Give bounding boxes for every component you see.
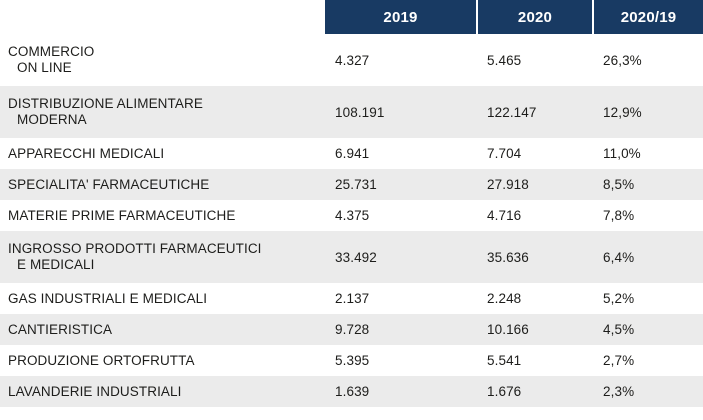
row-label-line2: E MEDICALI <box>17 257 95 272</box>
row-label-line1: COMMERCIO <box>8 44 95 59</box>
cell-variation: 12,9% <box>593 86 703 138</box>
cell-2019: 25.731 <box>325 169 477 200</box>
cell-variation: 5,2% <box>593 283 703 314</box>
table-header-row <box>0 0 703 34</box>
cell-variation: 6,4% <box>593 231 703 283</box>
cell-2020: 5.541 <box>477 345 593 376</box>
cell-2020: 1.676 <box>477 376 593 407</box>
cell-2019: 9.728 <box>325 314 477 345</box>
row-label <box>0 376 325 407</box>
cell-variation: 11,0% <box>593 138 703 169</box>
row-label <box>0 283 325 314</box>
cell-2020: 4.716 <box>477 200 593 231</box>
table-row <box>0 34 703 86</box>
cell-variation: 26,3% <box>593 34 703 86</box>
cell-2019: 4.327 <box>325 34 477 86</box>
cell-variation: 4,5% <box>593 314 703 345</box>
cell-variation: 2,7% <box>593 345 703 376</box>
cell-2020: 10.166 <box>477 314 593 345</box>
cell-2020: 2.248 <box>477 283 593 314</box>
table-row <box>0 345 703 376</box>
row-label <box>0 314 325 345</box>
table-row <box>0 86 703 138</box>
header-cell-2019: 2019 <box>325 0 477 34</box>
cell-2019: 33.492 <box>325 231 477 283</box>
row-label-line1: INGROSSO PRODOTTI FARMACEUTICI <box>8 241 262 256</box>
row-label-line2: ON LINE <box>17 60 72 75</box>
cell-2019: 6.941 <box>325 138 477 169</box>
cell-2020: 7.704 <box>477 138 593 169</box>
header-cell-label <box>0 0 325 34</box>
row-label <box>0 169 325 200</box>
cell-2019: 108.191 <box>325 86 477 138</box>
row-label-line1: LAVANDERIE INDUSTRIALI <box>8 383 182 399</box>
header-cell-2020: 2020 <box>477 0 593 34</box>
table-row <box>0 138 703 169</box>
row-label-line1: CANTIERISTICA <box>8 321 113 337</box>
row-label-line1: SPECIALITA' FARMACEUTICHE <box>8 176 210 192</box>
row-label <box>0 86 325 138</box>
row-label-line1: PRODUZIONE ORTOFRUTTA <box>8 352 195 368</box>
cell-2019: 1.639 <box>325 376 477 407</box>
table-row <box>0 283 703 314</box>
table-row <box>0 314 703 345</box>
cell-2019: 4.375 <box>325 200 477 231</box>
table-row <box>0 169 703 200</box>
table-row <box>0 376 703 407</box>
table-header <box>0 0 703 34</box>
cell-variation: 2,3% <box>593 376 703 407</box>
row-label-line2: MODERNA <box>17 112 87 127</box>
row-label <box>0 138 325 169</box>
row-label <box>0 34 325 86</box>
row-label-line1: GAS INDUSTRIALI E MEDICALI <box>8 290 208 306</box>
cell-2019: 5.395 <box>325 345 477 376</box>
row-label <box>0 231 325 283</box>
cell-2020: 27.918 <box>477 169 593 200</box>
cell-2020: 122.147 <box>477 86 593 138</box>
row-label-line1: DISTRIBUZIONE ALIMENTARE <box>8 96 203 111</box>
cell-2020: 5.465 <box>477 34 593 86</box>
cell-variation: 8,5% <box>593 169 703 200</box>
row-label-line1: APPARECCHI MEDICALI <box>8 145 165 161</box>
cell-2020: 35.636 <box>477 231 593 283</box>
table-row <box>0 200 703 231</box>
cell-variation: 7,8% <box>593 200 703 231</box>
header-cell-variation: 2020/19 <box>593 0 703 34</box>
row-label <box>0 200 325 231</box>
cell-2019: 2.137 <box>325 283 477 314</box>
row-label <box>0 345 325 376</box>
row-label-line1: MATERIE PRIME FARMACEUTICHE <box>8 207 236 223</box>
table-row <box>0 231 703 283</box>
table-body <box>0 34 703 407</box>
